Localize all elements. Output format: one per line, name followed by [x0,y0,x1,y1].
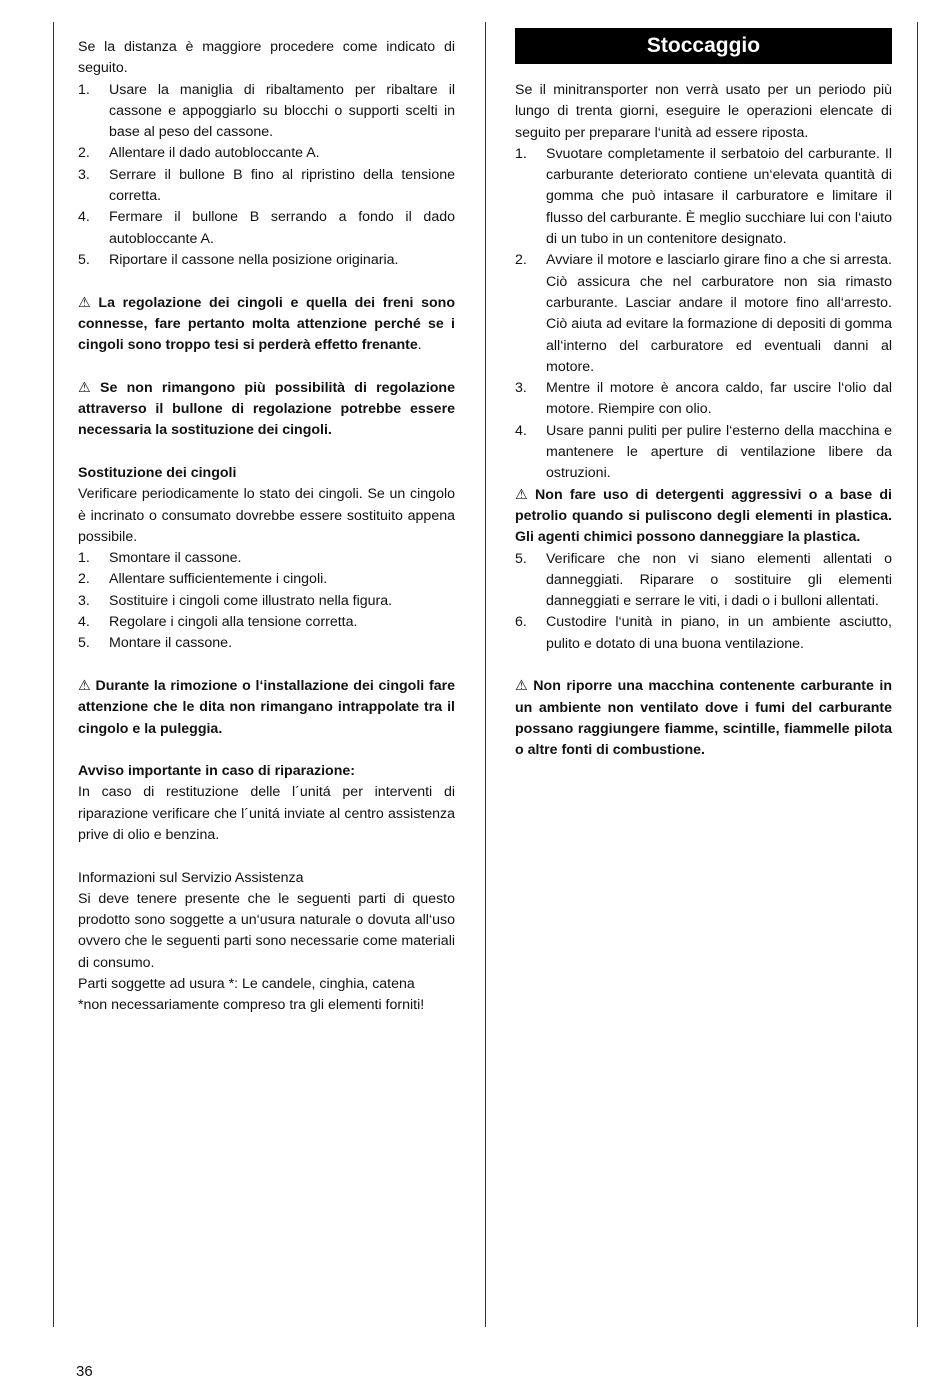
list-item: 4. Regolare i cingoli alla tensione corretta. [78,614,358,631]
service-text: Si deve tenere presente che le seguenti parti di questo prodotto sono soggette a un‘usura naturale o dovuta all‘uso ovvero che le seguenti parti sono necessarie come materiali di consumo. [78,890,455,971]
column-divider [485,22,486,1327]
storage-steps-list-continued [515,549,892,655]
adjust-steps-list [78,80,455,272]
list-item: 1. Svuotare completamente il serbatoio del carburante. Il carburante deteriorato contiene un‘elevata quantità di gomma che può intasare il carburatore e limitare il flusso del carburante. È meglio succhiare lui con l‘aiuto di un tubo in un contenitore designato. [515,145,892,248]
warning-fingers: ⚠ Durante la rimozione o l‘installazione dei cingoli fare attenzione che le dita non rimangano intrappolate tra il cingolo e la puleggia. [78,677,455,737]
list-item: 4. Usare panni puliti per pulire l‘esterno della macchina e mantenere le aperture di ventilazione libere da ostruzioni. [515,422,892,482]
list-item: 2. Allentare il dado autobloccante A. [78,145,320,162]
list-item: 5. Verificare che non vi siano elementi allentati o danneggiati. Riparare o sostituire gli elementi danneggiati e serrare le viti, i dadi o i bulloni allentati. [515,550,892,610]
warning-adjustment-limit: ⚠ Se non rimangono più possibilità di regolazione attraverso il bullone di regolazione potrebbe essere necessaria la sostituzione dei cingoli. [78,379,455,439]
repair-heading: Avviso importante in caso di riparazione: [78,763,355,780]
list-item: 6. Custodire l‘unità in piano, in un ambiente asciutto, pulito e dotato di una buona ventilazione. [515,614,892,652]
replace-intro: Verificare periodicamente lo stato dei cingoli. Se un cingolo è incrinato o consumato dovrebbe essere sostituito appena possibile. [78,486,455,545]
service-heading: Informazioni sul Servizio Assistenza [78,869,304,886]
wear-parts: Parti soggette ad usura *: Le candele, cinghia, catena [78,976,415,993]
right-column [515,80,892,762]
warning-triangle-icon: ⚠ [78,294,95,311]
storage-steps-list [515,144,892,485]
list-item: 3. Serrare il bullone B fino al ripristino della tensione corretta. [78,166,455,205]
replace-heading: Sostituzione dei cingoli [78,464,237,481]
section-title-storage: Stoccaggio [515,28,892,64]
list-item: 5. Riportare il cassone nella posizione originaria. [78,251,399,268]
warning-detergents: ⚠ Non fare uso di detergenti aggressivi o a base di petrolio quando si puliscono degli elementi in plastica. Gli agenti chimici possono danneggiare la plastica. [515,486,892,546]
intro-text: Se la distanza è maggiore procedere come indicato di seguito. [78,39,455,77]
warning-triangle-icon: ⚠ [515,486,532,503]
list-item: 1. Smontare il cassone. [78,550,242,567]
wear-note: *non necessariamente compreso tra gli elementi forniti! [78,997,425,1014]
list-item: 3. Sostituire i cingoli come illustrato nella figura. [78,592,393,609]
margin-rule-right [917,22,918,1327]
list-item: 3. Mentre il motore è ancora caldo, far uscire l‘olio dal motore. Riempire con olio. [515,380,892,418]
storage-intro: Se il minitransporter non verrà usato per un periodo più lungo di trenta giorni, eseguire le operazioni elencate di seguito per preparare l‘unità ad essere riposta. [515,82,892,141]
warning-fuel-storage: ⚠ Non riporre una macchina contenente carburante in un ambiente non ventilato dove i fumi del carburante possano raggiungere fiamme, scintille, fiammelle pilota o altre fonti di combustione. [515,678,892,759]
replace-steps-list [78,548,455,654]
list-item: 5. Montare il cassone. [78,635,233,652]
list-item: 1. Usare la maniglia di ribaltamento per ribaltare il cassone e appoggiarlo su blocchi o supporti scelti in base al peso del cassone. [78,81,455,141]
warning-triangle-icon: ⚠ [78,379,97,396]
warning-track-brake: ⚠ La regolazione dei cingoli e quella dei freni sono connesse, fare pertanto molta attenzione perché se i cingoli sono troppo tesi si perderà effetto frenante. [78,294,455,354]
warning-triangle-icon: ⚠ [515,678,530,695]
repair-text: In caso di restituzione delle l´unitá per interventi di riparazione verificare che l´unitá inviate al centro assistenza prive di olio e benzina. [78,784,455,843]
list-item: 2. Avviare il motore e lasciarlo girare fino a che si arresta. Ciò assicura che nel carburatore non sia rimasto carburante. Lasciar andare il motore fino all‘arresto. Ciò aiuta ad evitare la formazione di depositi di gomma all‘interno del carburatore ed eventuali danni al motore. [515,252,892,375]
list-item: 4. Fermare il bullone B serrando a fondo il dado autobloccante A. [78,209,455,247]
margin-rule-left [53,22,54,1327]
left-column [78,37,455,1017]
warning-triangle-icon: ⚠ [78,677,92,694]
page-number: 36 [76,1363,93,1380]
list-item: 2. Allentare sufficientemente i cingoli. [78,571,328,588]
